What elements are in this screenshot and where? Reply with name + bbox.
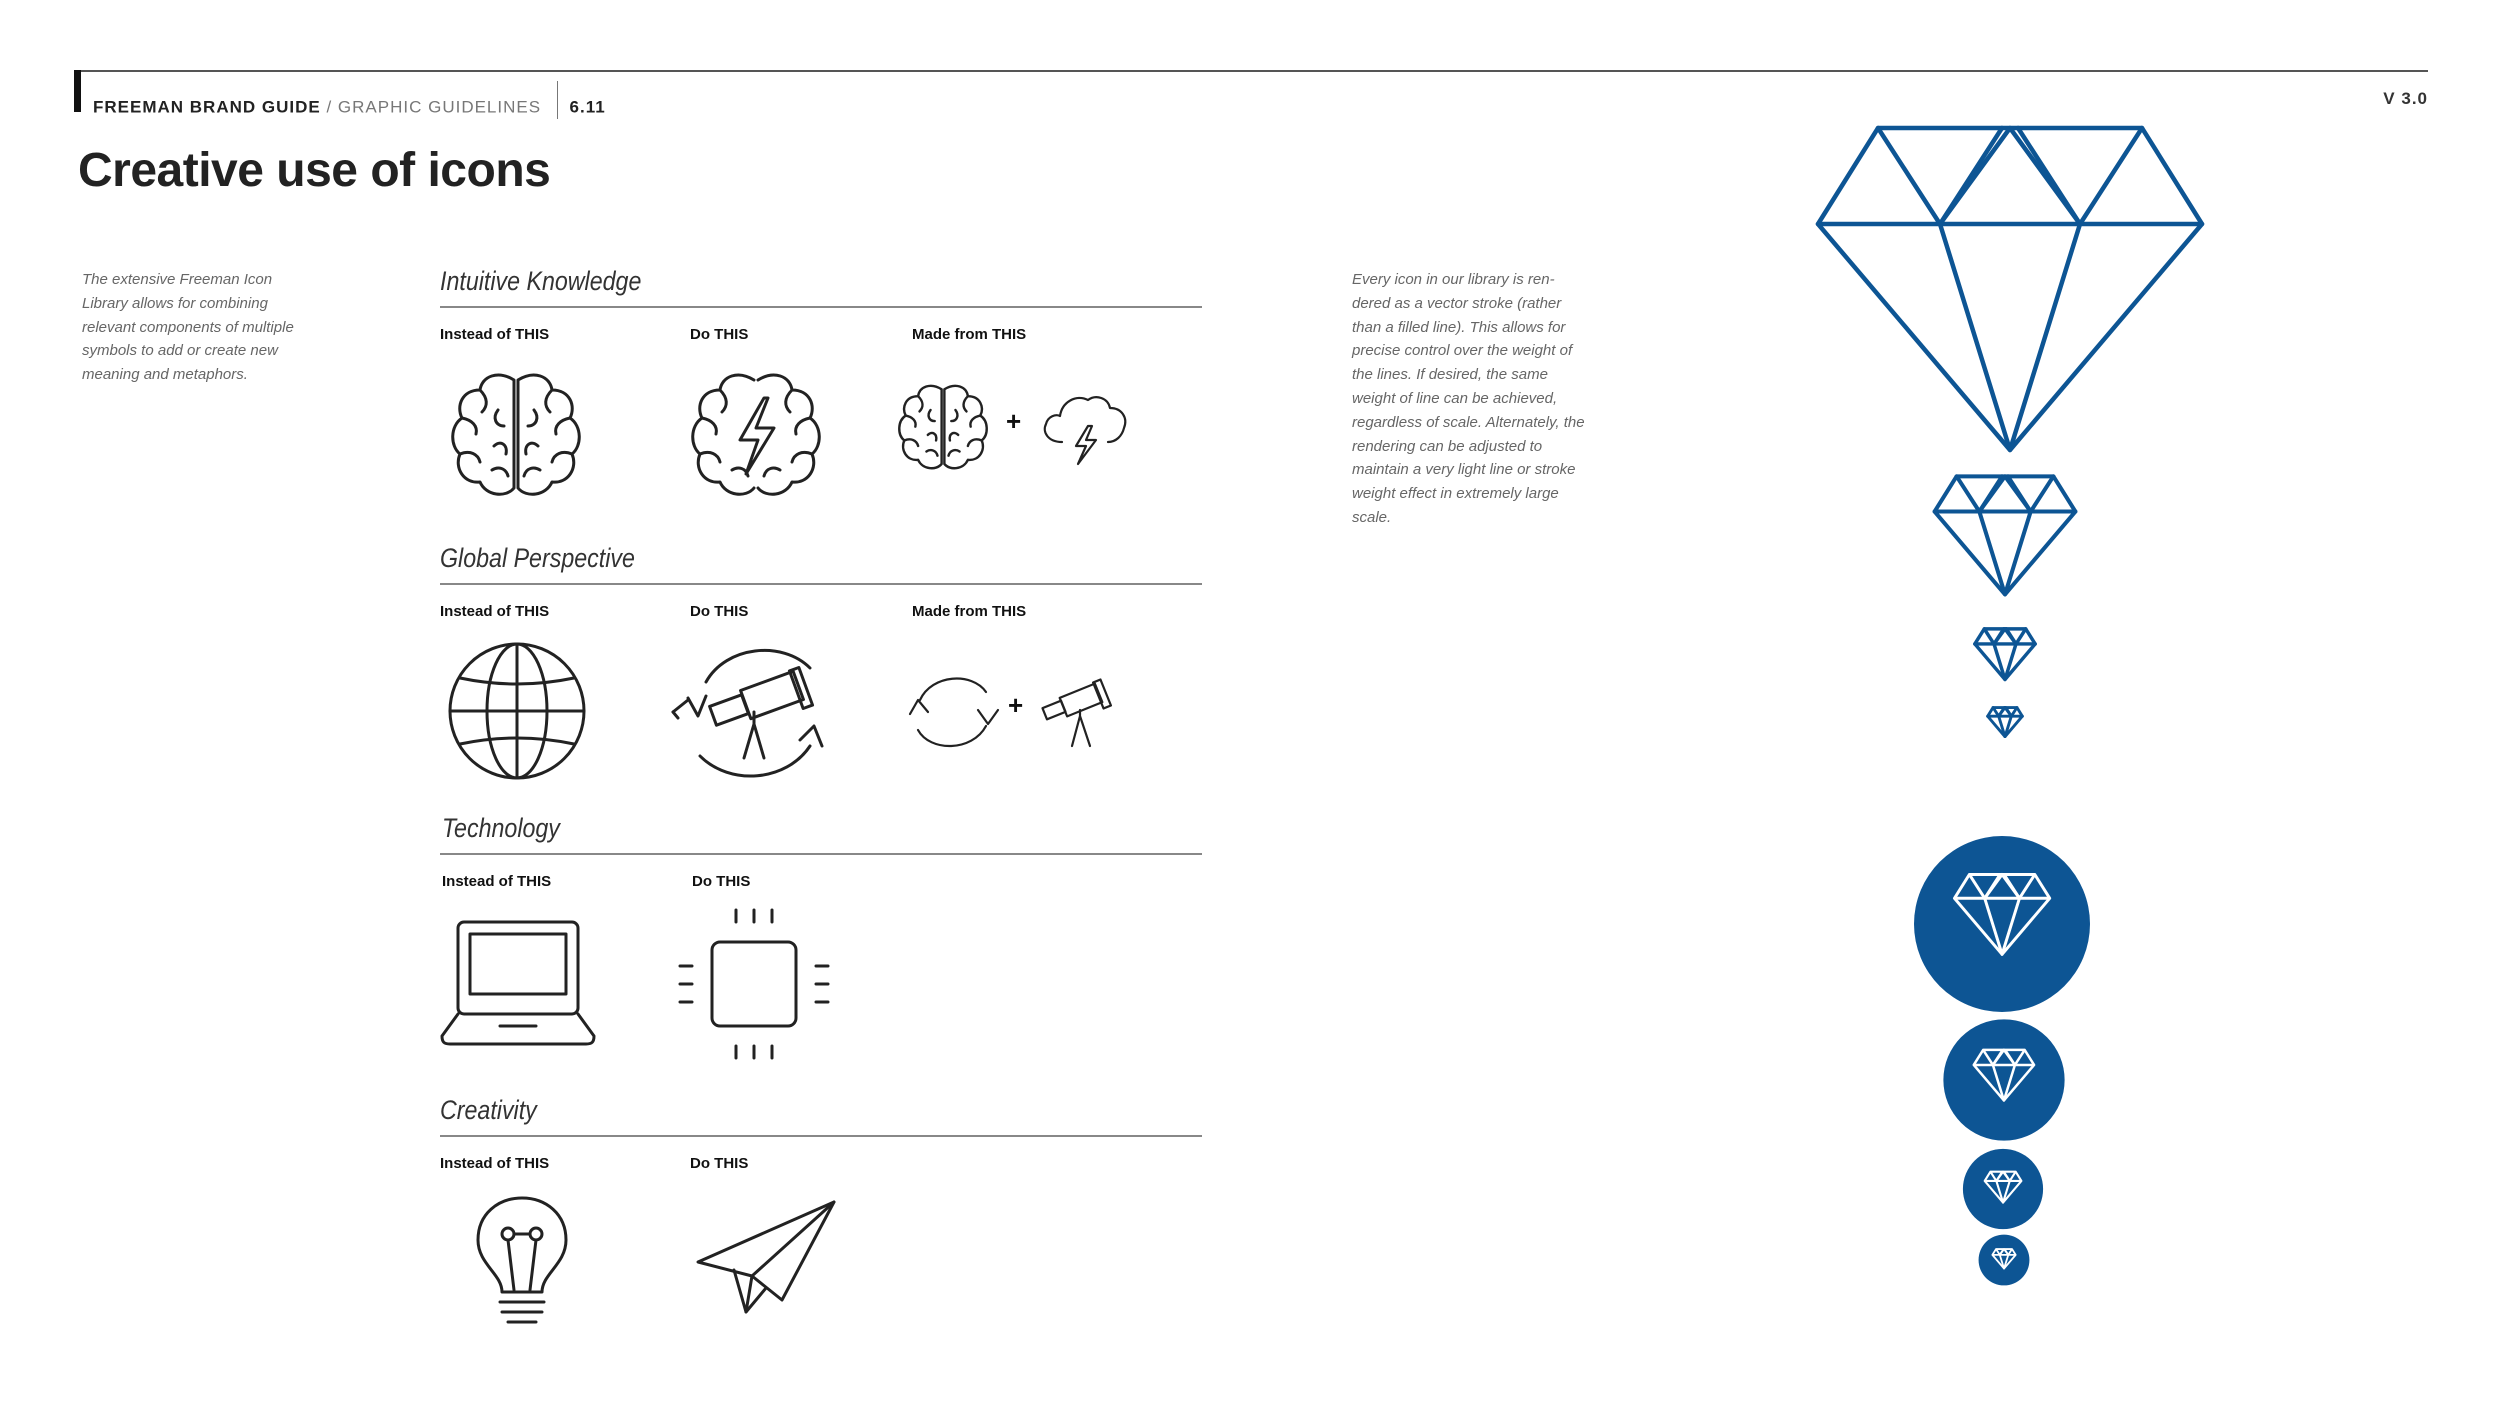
do-label: Do THIS [690, 326, 749, 343]
diamond-icon [1800, 118, 2220, 458]
brand-name: FREEMAN BRAND GUIDE [93, 97, 321, 117]
page-number: 6.11 [569, 97, 606, 117]
plus-sign: + [1006, 406, 1022, 436]
diamond-icon [1928, 470, 2082, 600]
diamond-circle-icon [1942, 1018, 2066, 1142]
section-rule [440, 583, 1202, 585]
side-note-text: Every icon in our library is ren-dered as a vector stroke (rather than a filled line). This allows for precise control over the weight of the lines. If desired, the same weight of line can be achieved, regardless of scale. Alternately, the rendering can be adjusted to maintain a very light line or stroke weight effect in extremely large scale. [1352, 271, 1585, 526]
plus-sign: + [1008, 690, 1024, 720]
section-heading: Global Perspective [440, 543, 635, 573]
cycle-arrows-icon [900, 670, 1000, 754]
brain-icon [448, 370, 584, 502]
diamond-circle-icon [1962, 1148, 2044, 1230]
section-name: / GRAPHIC GUIDELINES [326, 97, 542, 117]
made-label: Made from THIS [912, 603, 1027, 620]
brain-lightning-icon [688, 370, 824, 502]
header-divider [557, 81, 558, 119]
lightbulb-icon [474, 1194, 570, 1330]
storm-cloud-icon [1038, 390, 1130, 470]
section-rule [440, 306, 1202, 308]
section-heading: Creativity [440, 1095, 537, 1125]
globe-icon [446, 640, 588, 782]
microchip-icon [676, 906, 832, 1062]
instead-label: Instead of THIS [442, 873, 552, 890]
do-label: Do THIS [690, 603, 749, 620]
header-rule [74, 70, 2428, 72]
instead-label: Instead of THIS [440, 1155, 550, 1172]
intro-text: The extensive Freeman Icon Library allows for combining relevant components of multiple symbols to add or create new meaning and metaphors. [82, 271, 294, 384]
version-label: V 3.0 [2383, 89, 2428, 108]
do-label: Do THIS [692, 873, 751, 890]
section-heading: Technology [442, 813, 560, 843]
laptop-icon [438, 918, 598, 1046]
diamond-circle-icon [1912, 834, 2092, 1014]
diamond-circle-icon [1978, 1234, 2030, 1286]
header-breadcrumb [93, 89, 606, 127]
diamond-icon [1986, 706, 2024, 738]
brain-icon [896, 382, 990, 474]
diamond-icon [1972, 626, 2038, 682]
do-label: Do THIS [690, 1155, 749, 1172]
page-title: Creative use of icons [78, 144, 551, 197]
section-heading: Intuitive Knowledge [440, 266, 642, 296]
section-rule [440, 1135, 1202, 1137]
telescope-cycle-icon [670, 642, 838, 782]
header-accent-bar [74, 70, 81, 112]
made-label: Made from THIS [912, 326, 1027, 343]
instead-label: Instead of THIS [440, 603, 550, 620]
paper-plane-icon [694, 1196, 838, 1316]
instead-label: Instead of THIS [440, 326, 550, 343]
telescope-icon [1040, 670, 1130, 750]
section-rule [440, 853, 1202, 855]
